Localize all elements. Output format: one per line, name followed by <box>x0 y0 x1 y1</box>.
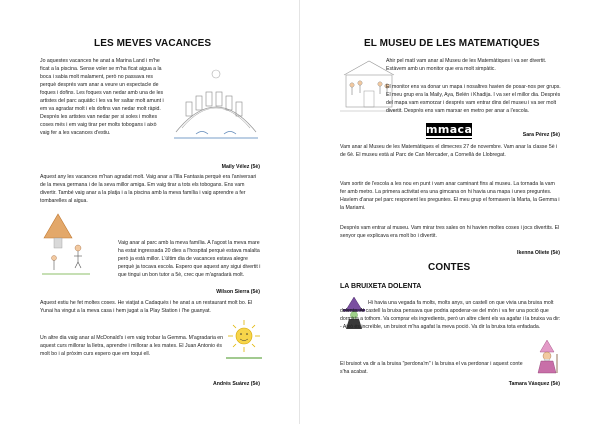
museu-para2-top <box>386 83 562 115</box>
museu-para1: Ahir pel matí vam anar al Museu de les Matemàtiques i va ser divertit. Estàvem amb un monitor que era molt simpàtic. <box>386 58 547 72</box>
story-title: LA BRUIXETA DOLENTA <box>340 283 422 290</box>
vacances-article3-text-top: Aquest estiu he fet moltes coses. He viatjat a Cadaqués i he anat a un restaurant molt bo. El Yunai ha vingut a la meva casa i hem jugat a la Play Station i l'he guanyat. <box>40 300 253 314</box>
museu-para4: Vam sortir de l'escola a les nou en punt i vam anar caminant fins al museu. La tornada la vam fer amb metro. La primera activitat era una gimcana on hi havia una mapa i unes preguntes. Havíem d'anar pel parc responent les preguntes. El meu grup el formaven la Marta, la Gemma i la Mariami. <box>340 181 560 211</box>
marineland-drawing <box>166 62 266 147</box>
museu-para3: Vam anar al Museu de les Matemàtiques el dimecres 27 de novembre. Vam anar la classe 5è i de 6è. El museu està al Parc de Can Mercader, a Cornellà de Llobregat. <box>340 144 558 158</box>
mmaca-logo: mmaca <box>426 123 473 136</box>
signature-wilson: Wilson Sierra (5è) <box>216 289 260 295</box>
page-title-museu: EL MUSEU DE LES MATEMATIQUES <box>364 38 540 49</box>
vacances-article3-text-bottom: Un altre dia vaig anar al McDonald's i em vaig trobar la Gemma. M'agradaria en aquest curs millorar la lletra, aprendre i millorar a les mates. El Juan Antonio és molt bo i al pròxim curs espero que em toqui ell. <box>40 335 224 357</box>
museu-para2: El monitor ens va donar un mapa i nosaltres havien de posar-nos per grups. El meu grup era la Maily, Aya, Belén i Khadija. I va ser el millor dia. Després del mapa vam esmorzar i després vam entrar dins del museu i va ser molt divertit. Després ens vam marxar en metro per anar a l'escola. <box>386 84 561 114</box>
signature-tamara: Tamara Vásquez (5è) <box>508 381 560 387</box>
museu-para5: Després vam entrar al museu. Vam mirar tres sales on hi havien moltes coses i jocs divertits. El senyor que explicava era molt bo i divertit. <box>340 225 560 239</box>
signature-maily: Maily Vélez (5è) <box>221 164 260 170</box>
vacances-article1-text: Jo aquestes vacances he anat a Marina Land i m'he ficat a la piscina. Sense voler se m'ha ficat aigua a la boca i sabia molt malament, però no passava res perquè després vam anar a veure un espectacle de foques i dofins. Les foques van nedar amb una de les artistes del parc aquàtic i les va fer saltar molt amunt i em va agradar molt i els dofins van nedar molt ràpid. Després les artistes van nedar per si soles i moltes coses més i em vaig tirar per molts tobogans i això vaig fer a les vacances d'estiu. <box>40 58 164 136</box>
wizard-drawing <box>532 340 562 374</box>
story-para1: Hi havia una vegada fa molts, molts anys, un castell on que vivia una bruixa molt dolenta. Al castell la bruixa pensava que podria apoderar-se del món i va fer una poció que dormiria a tothom. Va comprar els ingredients, però un altre client els va agafar i la bruixa va dir: - Això és increïble, un bruixot m'ha agafat la meva poció. Va dir la bruixa tota enfadada. <box>340 300 561 330</box>
sun-drawing <box>224 318 264 360</box>
mmaca-logo-underline <box>426 138 472 139</box>
page-title-vacances: LES MEVES VACANCES <box>94 38 212 49</box>
section-title-contes: CONTES <box>428 262 471 273</box>
signature-ikenna: Ikenna Oliete (5è) <box>517 250 560 256</box>
signature-sara: Sara Pérez (5è) <box>522 132 560 138</box>
vacances-article2-text-side: Vaig anar al parc amb la meva família. A l'agost la meva mare ha estat ingressada 20 dies a l'hospital perquè estava malalta però ja està millor. L'últim dia de vacances estava alegre perquè ja tocava escola. Espero que aquest any sigui divertit i que tingui un bon tutor a 5è, crec que m'agradarà molt. <box>118 240 261 278</box>
signature-andres: Andrés Suárez (5è) <box>213 381 260 387</box>
park-family-drawing <box>40 208 92 280</box>
story-para2: El bruixot va dir a la bruixa "perdona'm" i la bruixa el va perdonar i aquest conte s'ha acabat. <box>340 361 523 375</box>
vacances-article2-text-top: Aquest any les vacances m'han agradat molt. Vaig anar a l'Illa Fantasia perquè era l'aniversari de la meva germana i de la seva millor amiga. Em vaig tirar a tots els tobogans. Ens vam divertir. També vaig anar a la platja i a la piscina amb la meva família i vaig aprendre a fer tombarelles al aigua. <box>40 174 257 204</box>
right-page <box>300 0 600 424</box>
